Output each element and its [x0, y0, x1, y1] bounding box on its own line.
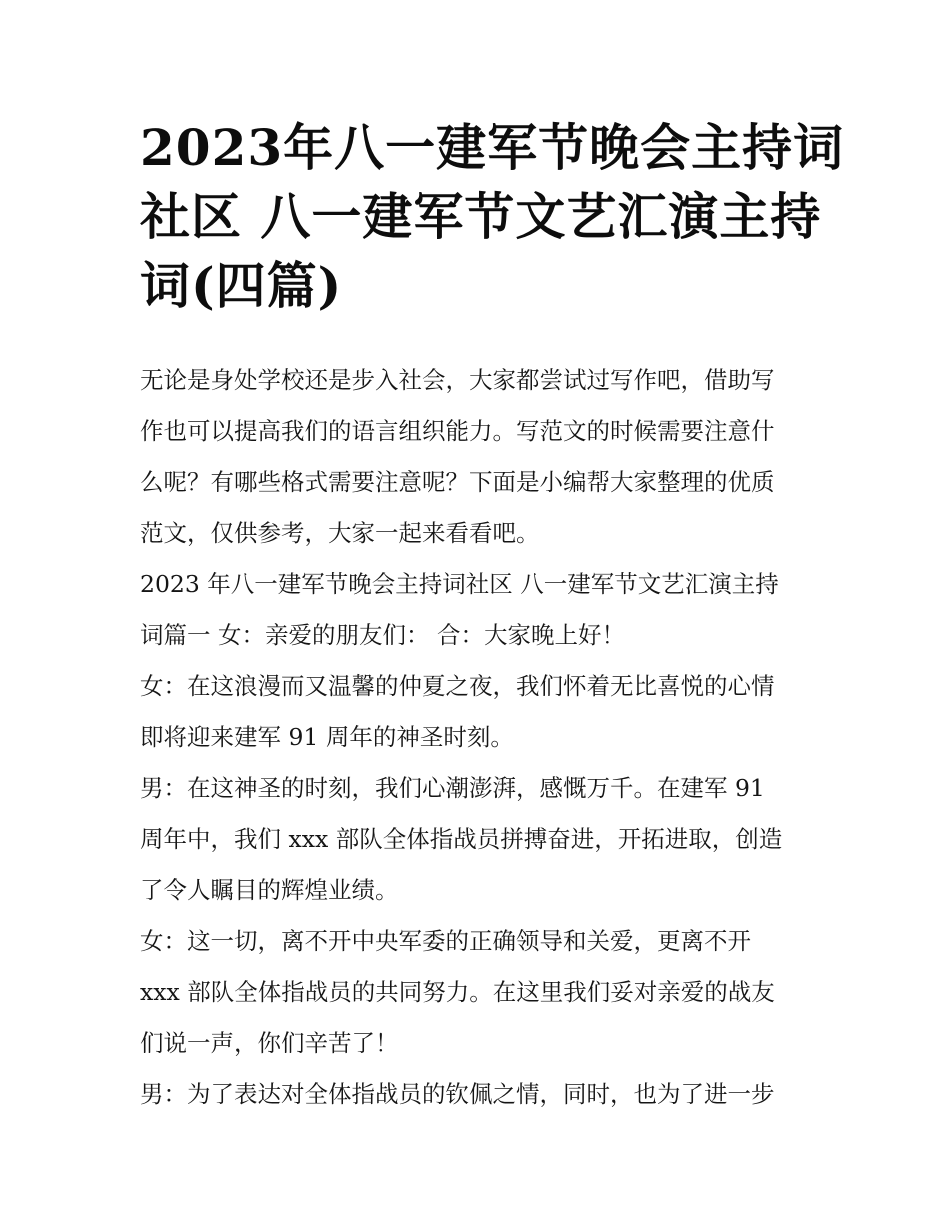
body-line: 女：在这浪漫而又温馨的仲夏之夜，我们怀着无比喜悦的心情 [140, 672, 775, 700]
body-line: 了令人瞩目的辉煌业绩。 [140, 876, 399, 904]
body-line: 女：这一切，离不开中央军委的正确领导和关爱，更离不开 [140, 927, 751, 955]
document-body [140, 355, 830, 1120]
body-line: 范文，仅供参考，大家一起来看看吧。 [140, 519, 540, 547]
body-line: 男：为了表达对全体指战员的钦佩之情，同时，也为了进一步 [140, 1080, 775, 1108]
body-line: 周年中，我们 xxx 部队全体指战员拼搏奋进，开拓进取，创造 [140, 825, 783, 853]
document-title [140, 113, 845, 320]
body-line: xxx 部队全体指战员的共同努力。在这里我们妥对亲爱的战友 [140, 978, 775, 1006]
body-line: 词篇一 女：亲爱的朋友们： 合：大家晚上好！ [140, 621, 625, 649]
title-line: 词(四篇) [140, 256, 343, 315]
body-line: 男：在这神圣的时刻，我们心潮澎湃，感慨万千。在建军 91 [140, 774, 765, 802]
title-line: 2023年八一建军节晚会主持词 [140, 118, 845, 177]
body-line: 即将迎来建军 91 周年的神圣时刻。 [140, 723, 514, 751]
body-line: 么呢？有哪些格式需要注意呢？下面是小编帮大家整理的优质 [140, 468, 775, 496]
title-line: 社区 八一建军节文艺汇演主持 [140, 187, 822, 246]
body-line: 作也可以提高我们的语言组织能力。写范文的时候需要注意什 [140, 417, 775, 445]
body-line: 2023 年八一建军节晚会主持词社区 八一建军节文艺汇演主持 [140, 570, 779, 598]
body-line: 们说一声，你们辛苦了！ [140, 1029, 399, 1057]
body-line: 无论是身处学校还是步入社会，大家都尝试过写作吧，借助写 [140, 366, 775, 394]
